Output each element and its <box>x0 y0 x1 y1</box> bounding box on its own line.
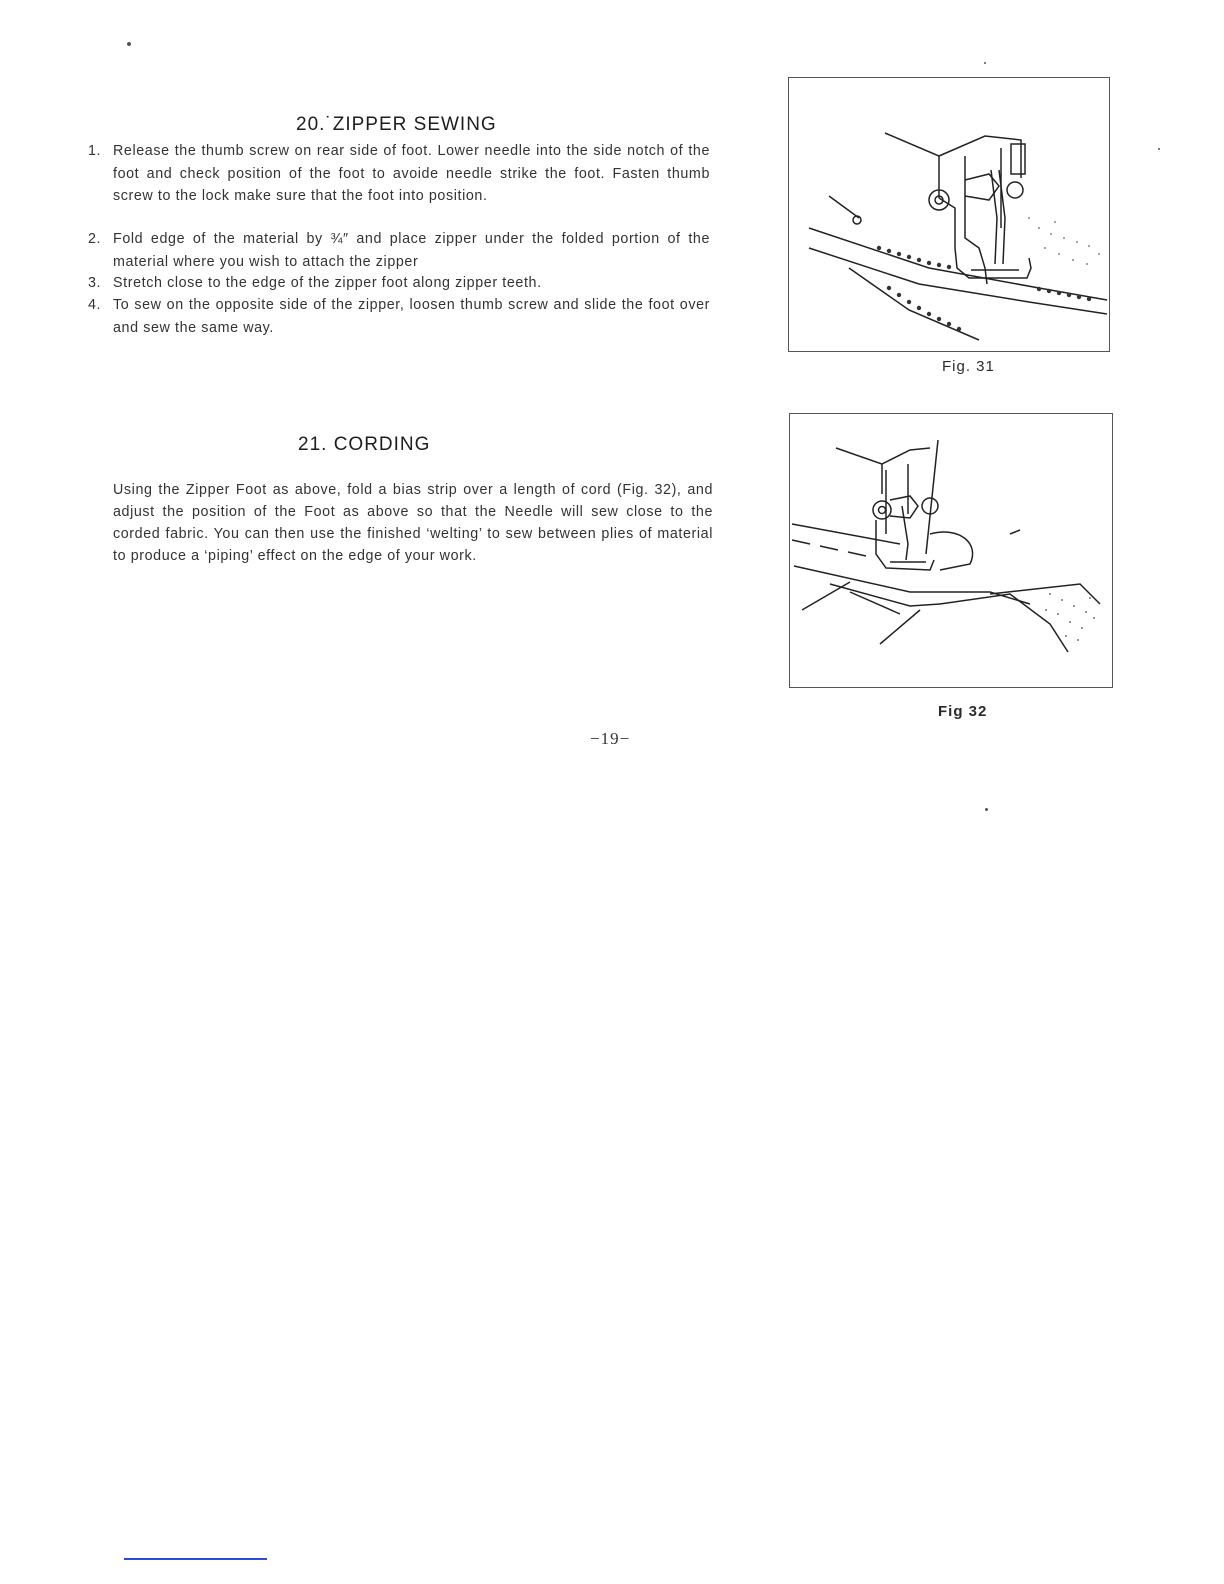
footer-rule <box>124 1558 267 1560</box>
list-item <box>88 272 710 295</box>
section-20-title: 20.˙ZIPPER SEWING <box>296 114 497 135</box>
item-number: 3. <box>88 275 102 291</box>
page-number: −19− <box>590 729 631 748</box>
item-text: Stretch close to the edge of the zipper foot along zipper teeth. <box>113 275 542 291</box>
figure-31-zipper-foot-illustration <box>788 77 1110 352</box>
item-number: 1. <box>88 143 102 159</box>
list-item <box>88 294 710 339</box>
item-text: To sew on the opposite side of the zipper, loosen thumb screw and slide the foot over and sew the same way. <box>113 297 710 336</box>
zipper-foot-drawing <box>789 78 1109 351</box>
list-item <box>88 228 710 273</box>
section-21-title: 21. CORDING <box>298 434 431 455</box>
figure-31-caption: Fig. 31 <box>942 358 995 375</box>
figure-32-cording-illustration <box>789 413 1113 688</box>
item-text: Release the thumb screw on rear side of foot. Lower needle into the side notch of the foot and check position of the foot to avoide needle strike the foot. Fasten thumb screw to the lock make sure that the foot into position. <box>113 143 710 204</box>
item-text: Fold edge of the material by ¾″ and place zipper under the folded portion of the material where you wish to attach the zipper <box>113 231 710 270</box>
scan-speck <box>1158 148 1160 150</box>
figure-32-caption: Fig 32 <box>938 703 988 720</box>
item-number: 2. <box>88 231 102 247</box>
section-21-paragraph: Using the Zipper Foot as above, fold a bias strip over a length of cord (Fig. 32), and adjust the position of the Foot as above so that the Needle will sew close to the corded fabric. You can then use the finished ‘welting’ to sew between plies of material to produce a ‘piping’ effect on the edge of your work. <box>113 482 713 564</box>
item-number: 4. <box>88 297 102 313</box>
list-item <box>88 140 710 208</box>
scan-speck <box>985 808 988 811</box>
cording-drawing <box>790 414 1112 687</box>
scan-speck <box>984 62 986 64</box>
scan-speck <box>127 42 131 46</box>
